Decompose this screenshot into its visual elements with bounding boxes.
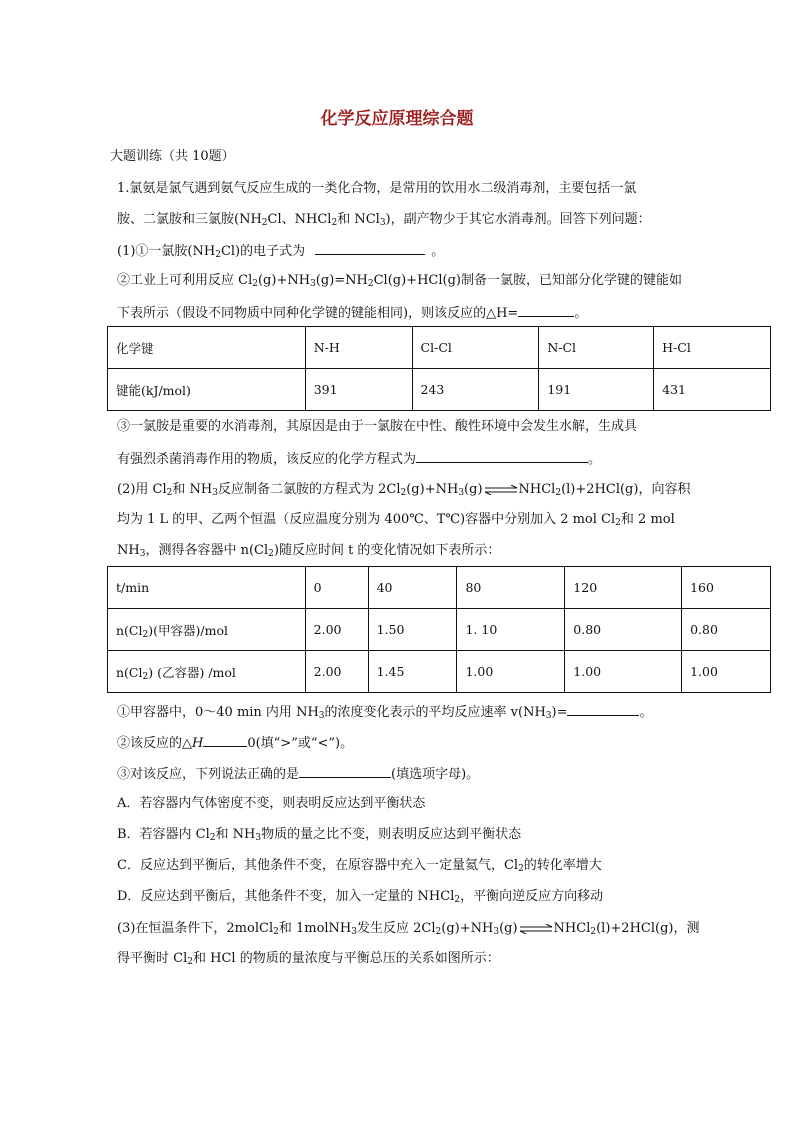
question-2-line-1: (2)用 $Cl_2$和 $NH_3$反应制备二氯胺的方程式为 $2Cl_2(g)+NH_3(g)$ NHCl$_2$(l)+2HCl(g)，向容积 [117, 482, 691, 498]
table-row [108, 369, 771, 411]
question-3-line-1: (3)在恒温条件下，2molCl$_2$和 1molNH$_3$发生反应 $2Cl_2(g)+NH_3(g)$ NHCl$_2$(l)+2HCl(g)，测 [117, 921, 700, 937]
option-a: A．若容器内气体密度不变，则表明反应达到平衡状态 [117, 796, 426, 811]
table-cell: 2.00 [305, 651, 368, 693]
equilibrium-arrow-icon [483, 480, 519, 498]
question-2-3: ③对该反应，下列说法正确的是 (填选项字母)。 [117, 764, 479, 784]
table-cell: 化学键 [108, 327, 306, 369]
table-cell: 0.80 [682, 609, 771, 651]
table-row [108, 651, 771, 693]
table-cell: 1.00 [457, 651, 565, 693]
question-1-2-line-2: 下表所示（假设不同物质中同种化学键的键能相同)，则该反应的△H= 。 [117, 303, 587, 323]
question-2-line-2: 均为 1 L 的甲、乙两个恒温（反应温度分别为 400℃、T℃)容器中分别加入 2 mol $Cl_2$和 2 mol [117, 512, 675, 528]
table-cell: 1.45 [368, 651, 457, 693]
table-cell: 1.50 [368, 609, 457, 651]
question-1-intro-line-1: 1.氯氨是氯气遇到氨气反应生成的一类化合物，是常用的饮用水二级消毒剂，主要包括一氯 [117, 181, 637, 196]
question-1-3-line-2: 有强烈杀菌消毒作用的物质，该反应的化学方程式为 。 [117, 449, 601, 469]
option-d: D．反应达到平衡后，其他条件不变，加入一定量的 NHCl$_2$，平衡向逆反应方向移动 [117, 889, 604, 905]
section-header: 大题训练（共 10题） [110, 149, 235, 164]
table-cell: t/min [108, 567, 306, 609]
answer-blank [315, 241, 425, 255]
table-cell: 2.00 [305, 609, 368, 651]
table-cell: 243 [412, 369, 539, 411]
table-cell: N-H [305, 327, 412, 369]
table-row [108, 327, 771, 369]
question-3-line-2: 得平衡时 $Cl_2$和 HCl 的物质的量浓度与平衡总压的关系如图所示： [117, 951, 500, 967]
question-1-1: (1)①一氯胺$(NH_2Cl)$的电子式为 。 [117, 241, 444, 261]
table-cell: H-Cl [654, 327, 771, 369]
table-cell: $n(Cl_2)$ (乙容器) /mol [108, 651, 306, 693]
table-cell: 431 [654, 369, 771, 411]
question-1-2-line-1: ②工业上可利用反应 $Cl_2(g)+NH_3(g)=NH_2Cl(g)+HCl(g)$制备一氯胺，已知部分化学键的键能如 [117, 273, 682, 289]
answer-blank [567, 702, 639, 716]
table-cell: 80 [457, 567, 565, 609]
table-cell: 1. 10 [457, 609, 565, 651]
answer-blank [416, 449, 588, 463]
chlorine-amount-table [107, 566, 771, 693]
table-cell: 120 [565, 567, 682, 609]
bond-energy-table [107, 326, 771, 411]
table-cell: 391 [305, 369, 412, 411]
question-1-intro-line-2: 胺、二氯胺和三氯胺($NH_2Cl$、NHCl$_2$和 NCl$_3$)，副产物少于其它水消毒剂。回答下列问题： [117, 212, 651, 228]
table-cell: 0 [305, 567, 368, 609]
table-row [108, 567, 771, 609]
equilibrium-arrow-icon [518, 919, 554, 937]
table-cell: 191 [539, 369, 654, 411]
option-b: B．若容器内 $Cl_2$和 $NH_3$物质的量之比不变，则表明反应达到平衡状态 [117, 827, 522, 843]
answer-blank [203, 733, 247, 747]
table-cell: 1.00 [565, 651, 682, 693]
table-cell: $n(Cl_2)$(甲容器)/mol [108, 609, 306, 651]
table-cell: Cl-Cl [412, 327, 539, 369]
table-cell: 40 [368, 567, 457, 609]
table-cell: 160 [682, 567, 771, 609]
page-title: 化学反应原理综合题 [320, 109, 474, 129]
question-2-1: ①甲容器中，0～40 min 内用 $NH_3$的浓度变化表示的平均反应速率 $v(NH_3)=$ 。 [117, 702, 653, 722]
answer-blank [518, 303, 574, 317]
answer-blank [299, 764, 391, 778]
option-c: C．反应达到平衡后，其他条件不变，在原容器中充入一定量氦气，$Cl_2$的转化率增大 [117, 858, 602, 874]
question-1-3-line-1: ③一氯胺是重要的水消毒剂，其原因是由于一氯胺在中性、酸性环境中会发生水解，生成具 [117, 419, 638, 434]
table-cell: 1.00 [682, 651, 771, 693]
table-cell: 键能(kJ/mol) [108, 369, 306, 411]
table-row [108, 609, 771, 651]
table-cell: N-Cl [539, 327, 654, 369]
table-cell: 0.80 [565, 609, 682, 651]
question-2-line-3: $NH_3$，测得各容器中 $n(Cl_2)$随反应时间 t 的变化情况如下表所示： [117, 543, 501, 559]
question-2-2: ②该反应的△H 0(填“>”或“<”)。 [117, 733, 353, 753]
